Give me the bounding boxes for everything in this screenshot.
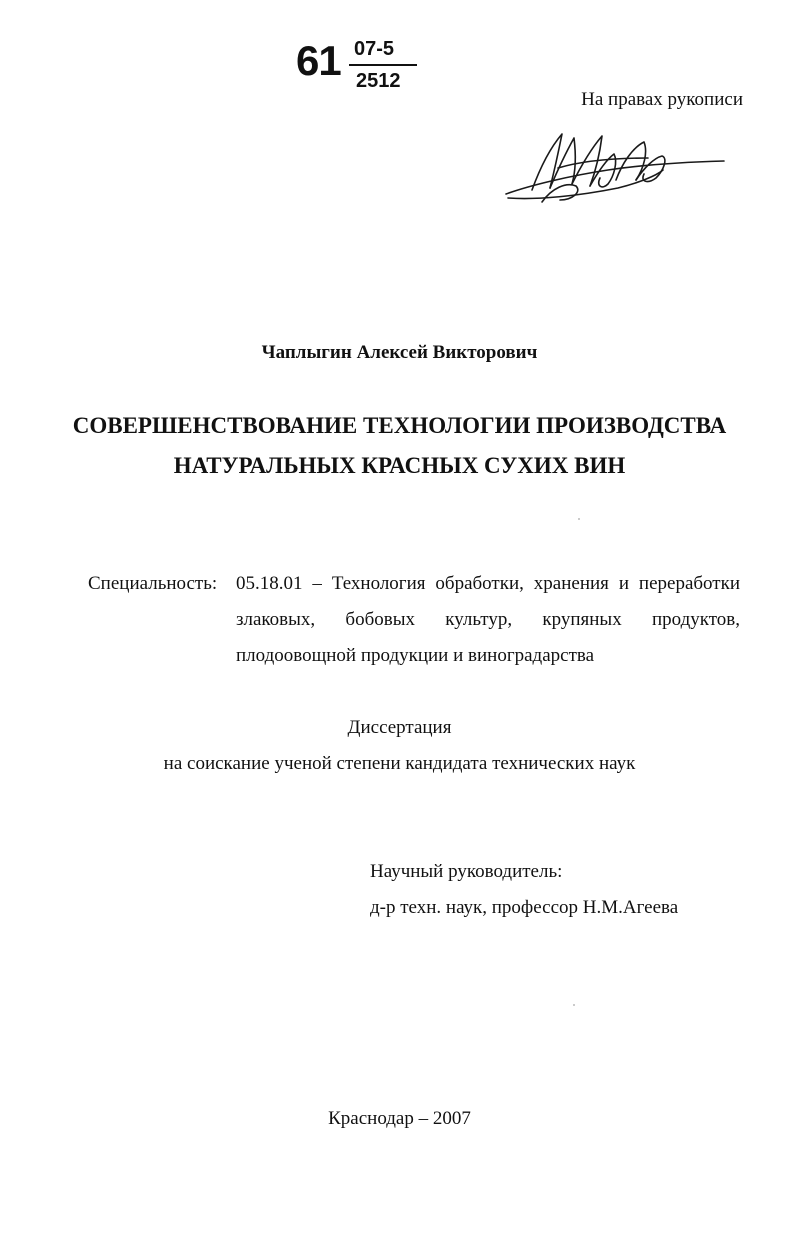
specialty-line-2: злаковых, бобовых культур, крупяных продуктов, bbox=[236, 609, 740, 630]
author-name: Чаплыгин Алексей Викторович bbox=[261, 342, 538, 363]
registry-stamp bbox=[296, 38, 426, 98]
signature-icon bbox=[498, 128, 728, 208]
supervisor-name: д-р техн. наук, профессор Н.М.Агеева bbox=[370, 897, 679, 918]
title-line-2: НАТУРАЛЬНЫХ КРАСНЫХ СУХИХ ВИН bbox=[173, 453, 626, 478]
specialty-line-1: 05.18.01 – Технология обработки, хранения и переработки bbox=[236, 573, 740, 594]
supervisor-label: Научный руководитель: bbox=[370, 861, 563, 882]
specialty-description bbox=[236, 566, 740, 674]
dissertation-degree: на соискание ученой степени кандидата технических наук bbox=[163, 753, 636, 774]
dissertation-type: Диссертация bbox=[347, 717, 452, 738]
registry-fraction-bar bbox=[349, 64, 417, 66]
title-line-1: СОВЕРШЕНСТВОВАНИЕ ТЕХНОЛОГИИ ПРОИЗВОДСТВА bbox=[72, 413, 727, 438]
registry-numerator: 07-5 bbox=[354, 38, 395, 60]
rights-notice: На правах рукописи bbox=[581, 89, 743, 110]
registry-number: 61 bbox=[296, 37, 341, 84]
scan-speck bbox=[578, 518, 580, 520]
dissertation-title bbox=[40, 406, 759, 486]
dissertation-info bbox=[0, 710, 799, 782]
supervisor-block bbox=[370, 854, 678, 926]
place-year: Краснодар – 2007 bbox=[328, 1108, 471, 1129]
specialty-label: Специальность: bbox=[88, 573, 218, 594]
specialty-line-3: плодоовощной продукции и виноградарства bbox=[236, 645, 595, 666]
registry-denominator: 2512 bbox=[356, 70, 401, 92]
scan-speck bbox=[573, 1004, 575, 1006]
